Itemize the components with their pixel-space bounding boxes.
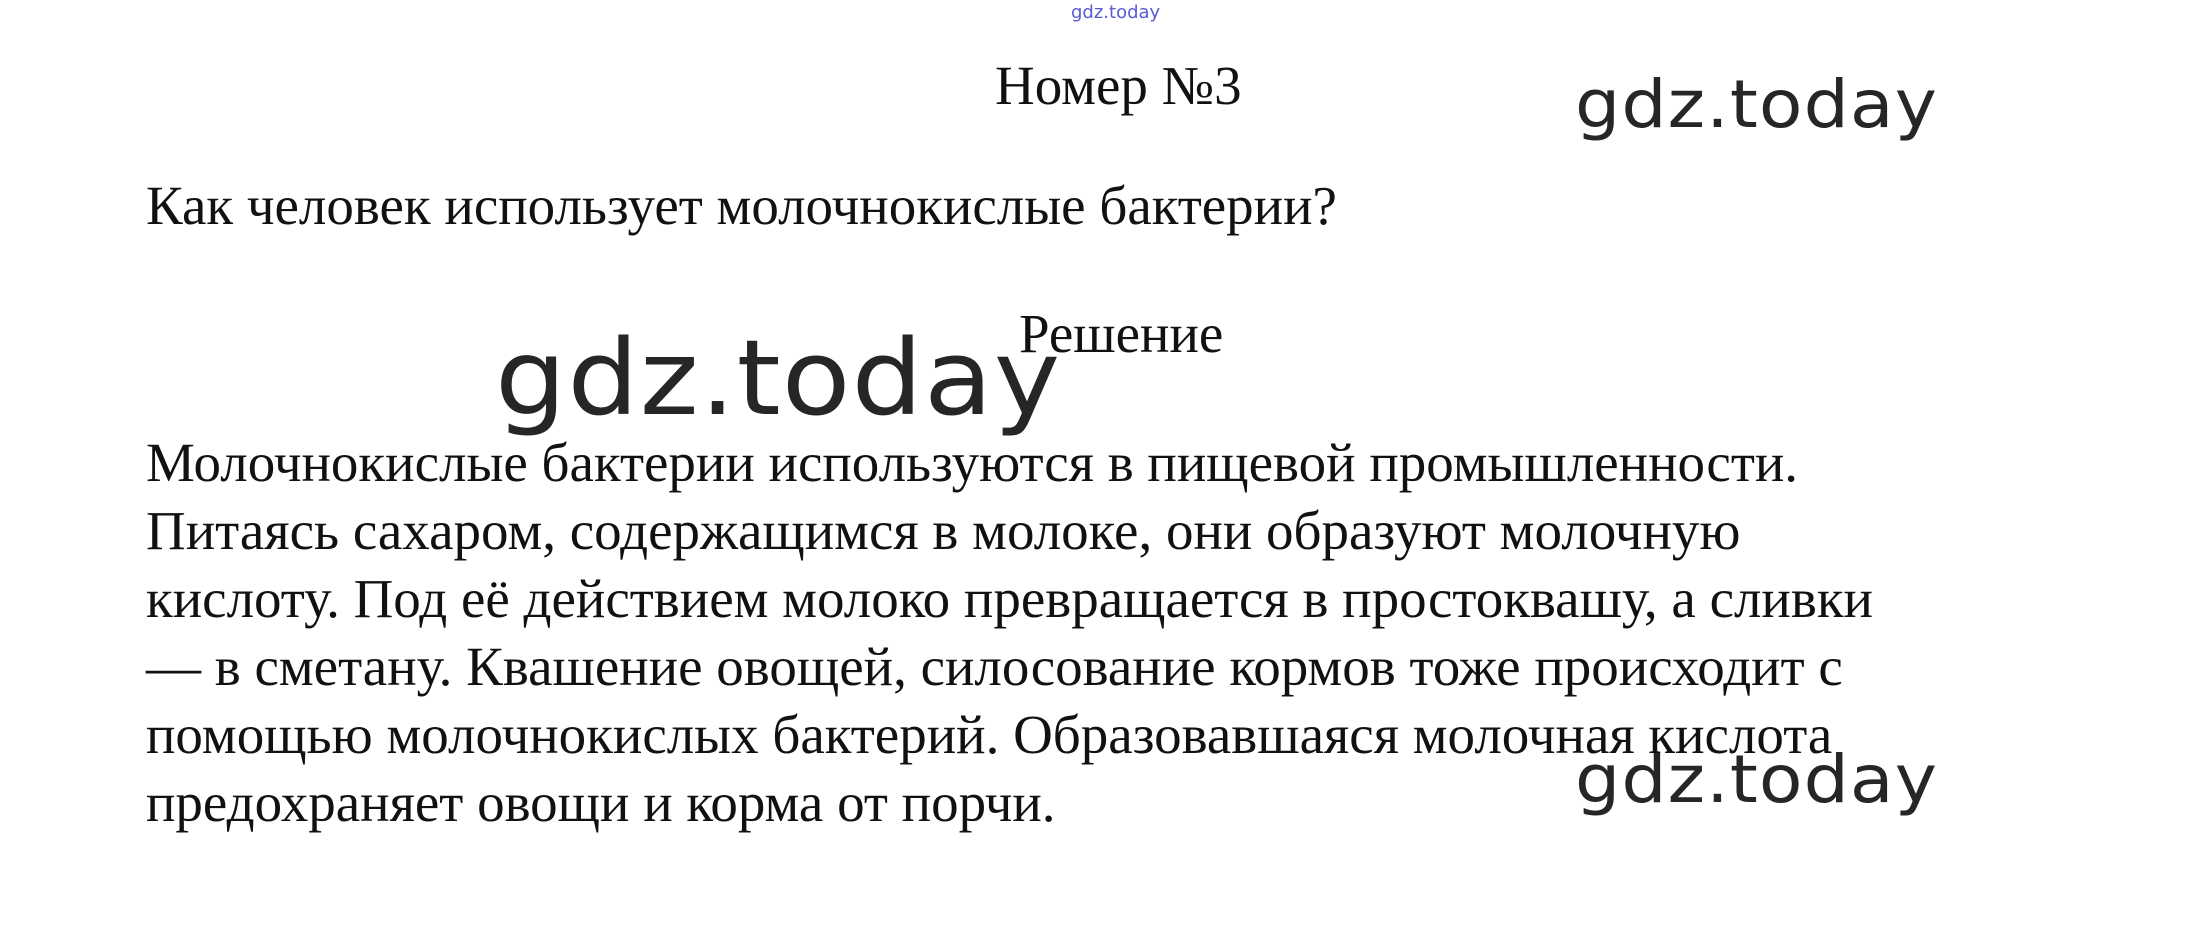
- exercise-title: Номер №3: [995, 55, 1242, 116]
- watermark-logo: gdz.today: [495, 317, 1062, 439]
- answer-line: — в сметану. Квашение овощей, силосование кормов тоже происходит с: [146, 636, 1843, 697]
- answer-line: Питаясь сахаром, содержащимся в молоке, они образуют молочную: [146, 500, 1741, 561]
- watermark-logo: gdz.today: [1575, 66, 1938, 143]
- site-link[interactable]: gdz.today: [1071, 2, 1161, 23]
- answer-line: помощью молочнокислых бактерий. Образовавшаяся молочная кислота: [146, 704, 1833, 765]
- answer-line: кислоту. Под её действием молоко превращается в простоквашу, а сливки: [146, 568, 1873, 629]
- watermark-logo: gdz.today: [1575, 741, 1938, 818]
- answer-line: предохраняет овощи и корма от порчи.: [146, 772, 1056, 833]
- solution-heading: Решение: [1019, 303, 1224, 364]
- answer-text: [146, 429, 2146, 837]
- answer-line: Молочнокислые бактерии используются в пищевой промышленности.: [146, 432, 1799, 493]
- question-text: Как человек использует молочнокислые бактерии?: [146, 175, 1337, 236]
